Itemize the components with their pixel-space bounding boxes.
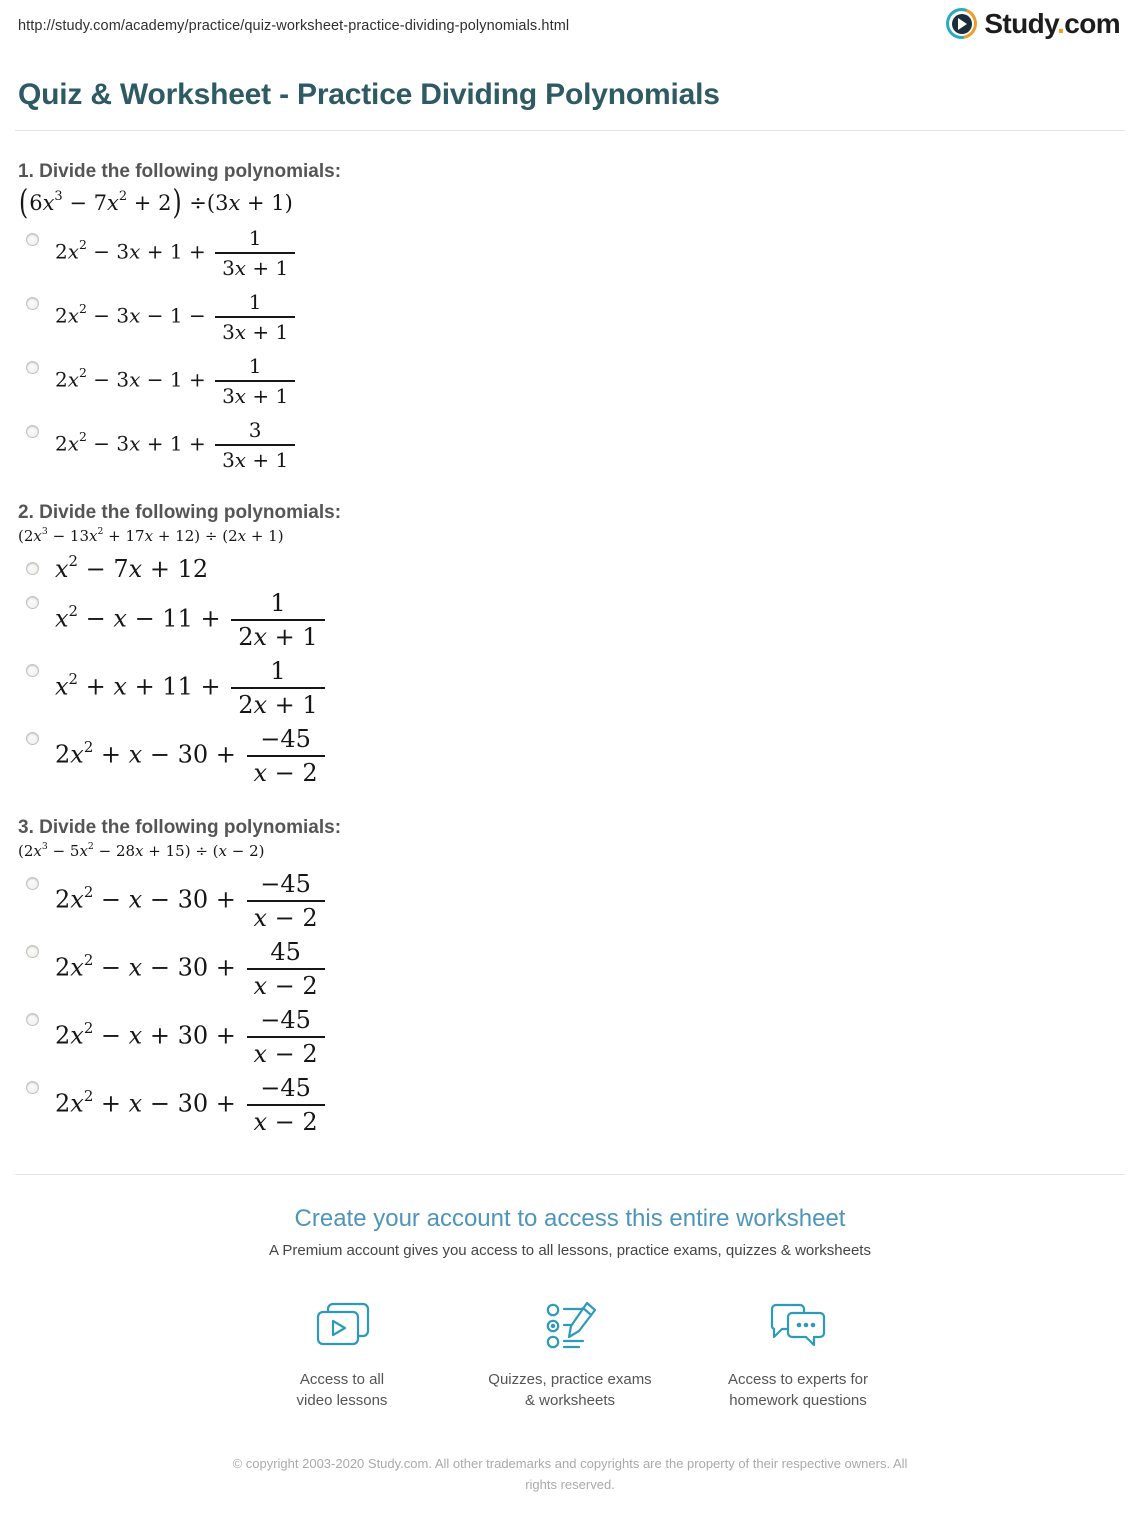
- logo-com: com: [1064, 7, 1120, 39]
- cta-divider: [15, 1174, 1125, 1175]
- page-footer: [0, 1453, 1140, 1524]
- title-divider: [15, 130, 1125, 131]
- answer-option[interactable]: [26, 418, 1122, 472]
- question-prompt: 3. Divide the following polynomials:: [18, 817, 342, 838]
- radio-button[interactable]: [26, 562, 39, 575]
- worksheet-body: [0, 161, 1140, 1136]
- video-lessons-icon: [311, 1301, 373, 1355]
- answer-option[interactable]: [26, 870, 1122, 932]
- answer-formula: $2x^2 - x + 30$ + $\frac{-45}{x - 2}$: [55, 1006, 328, 1068]
- question-2: [18, 502, 1122, 787]
- answer-formula: $2x^2 - x - 30$ + $\frac{-45}{x - 2}$: [55, 870, 328, 932]
- feature-label: Access to all video lessons: [296, 1371, 388, 1409]
- logo-study: Study: [984, 7, 1058, 39]
- answer-option[interactable]: [26, 1074, 1122, 1136]
- question-prompt: 2. Divide the following polynomials:: [18, 502, 342, 523]
- answer-options: [18, 870, 1122, 1136]
- question-formula: $(2x^3 - 5x^2 - 28x + 15) \div (x - 2)$: [18, 840, 265, 860]
- radio-button[interactable]: [26, 1081, 39, 1094]
- answer-option[interactable]: [26, 226, 1122, 280]
- answer-option[interactable]: [26, 290, 1122, 344]
- answer-formula: $2x^2 - 3x + 1$ + $\frac{3}{3x + 1}$: [55, 418, 298, 472]
- copyright-text: © copyright 2003-2020 Study.com. All other trademarks and copyrights are the property of their respective owners. All rights reserved.: [232, 1456, 908, 1493]
- page-title: Quiz & Worksheet - Practice Dividing Polynomials: [18, 78, 720, 111]
- radio-button[interactable]: [26, 877, 39, 890]
- answer-formula: $2x^2 - x - 30$ + $\frac{45}{x - 2}$: [55, 938, 328, 1000]
- answer-formula: $2x^2 + x - 30$ + $\frac{-45}{x - 2}$: [55, 1074, 328, 1136]
- studycom-logo-text: [984, 7, 1120, 39]
- answer-formula: $2x^2 - 3x - 1$ + $\frac{1}{3x + 1}$: [55, 354, 298, 408]
- feature-label: Access to experts for homework questions: [727, 1371, 869, 1409]
- feature-video-lessons: [228, 1301, 456, 1411]
- feature-experts: [684, 1301, 912, 1411]
- play-circle-icon: [946, 8, 977, 39]
- radio-button[interactable]: [26, 361, 39, 374]
- answer-formula: $x^2 - x - 11$ + $\frac{1}{2x + 1}$: [55, 589, 328, 651]
- answer-formula: $x^2 + x + 11$ + $\frac{1}{2x + 1}$: [55, 657, 328, 719]
- answer-option[interactable]: [26, 552, 1122, 583]
- feature-label: Quizzes, practice exams & worksheets: [488, 1371, 652, 1409]
- answer-option[interactable]: [26, 938, 1122, 1000]
- question-3: [18, 817, 1122, 1136]
- radio-button[interactable]: [26, 732, 39, 745]
- answer-options: [18, 552, 1122, 787]
- radio-button[interactable]: [26, 297, 39, 310]
- radio-button[interactable]: [26, 596, 39, 609]
- studycom-logo[interactable]: [946, 8, 1120, 39]
- answer-formula: $2x^2 - 3x - 1$ − $\frac{1}{3x + 1}$: [55, 290, 298, 344]
- radio-button[interactable]: [26, 425, 39, 438]
- radio-button[interactable]: [26, 1013, 39, 1026]
- question-formula: $(2x^3 - 13x^2 + 17x + 12) \div (2x + 1)$: [18, 525, 284, 545]
- cta-heading: Create your account to access this entire worksheet: [294, 1205, 846, 1232]
- cta-subheading: A Premium account gives you access to all lessons, practice exams, quizzes & worksheets: [269, 1242, 871, 1259]
- page-header: [0, 0, 1140, 52]
- answer-formula: $x^2 - 7x + 12$: [55, 552, 209, 583]
- answer-formula: $2x^2 + x - 30$ + $\frac{-45}{x - 2}$: [55, 725, 328, 787]
- feature-list: [0, 1301, 1140, 1411]
- question-1: [18, 161, 1122, 472]
- answer-options: [18, 226, 1122, 472]
- experts-icon: [766, 1301, 830, 1355]
- answer-option[interactable]: [26, 725, 1122, 787]
- answer-formula: $2x^2 - 3x + 1$ + $\frac{1}{3x + 1}$: [55, 226, 298, 280]
- answer-option[interactable]: [26, 657, 1122, 719]
- radio-button[interactable]: [26, 664, 39, 677]
- answer-option[interactable]: [26, 1006, 1122, 1068]
- question-formula: $(6x^3 - 7x^2 + 2) \div(3x + 1)$: [19, 181, 293, 223]
- radio-button[interactable]: [26, 233, 39, 246]
- feature-quizzes: [456, 1301, 684, 1411]
- answer-option[interactable]: [26, 589, 1122, 651]
- radio-button[interactable]: [26, 945, 39, 958]
- logo-dot: .: [1057, 7, 1065, 39]
- cta-section: [0, 1205, 1140, 1411]
- quizzes-icon: [539, 1301, 601, 1355]
- question-prompt: 1. Divide the following polynomials:: [18, 161, 342, 182]
- answer-option[interactable]: [26, 354, 1122, 408]
- page-url: http://study.com/academy/practice/quiz-worksheet-practice-dividing-polynomials.html: [18, 18, 570, 34]
